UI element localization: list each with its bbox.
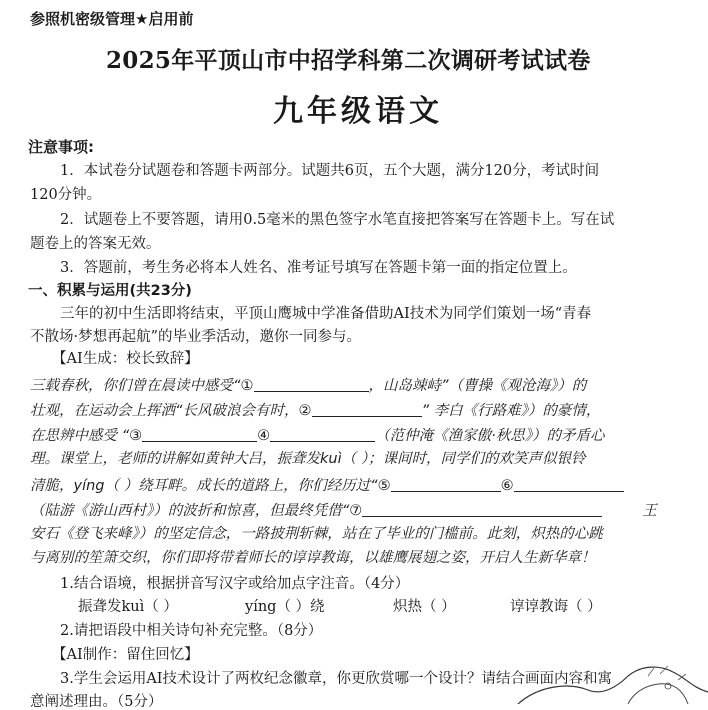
speech-line-2b: ” 李白《行路难》）的豪情， bbox=[421, 403, 601, 419]
answer-blank-7[interactable] bbox=[362, 502, 602, 517]
speech-line-6 bbox=[30, 502, 657, 519]
answer-blank-5[interactable] bbox=[391, 477, 501, 492]
note-item-3: 3．答题前，考生务必将本人姓名、准考证号填写在答题卡第一面的指定位置上。 bbox=[60, 260, 577, 276]
speech-line-5b: ⑥ bbox=[500, 478, 514, 494]
note-item-2-line-1: 2．试题卷上不要答题，请用0.5毫米的黑色签字水笔直接把答案写在答题卡上。写在试 bbox=[60, 212, 615, 228]
answer-blank-1[interactable] bbox=[254, 377, 369, 392]
secret-level-label: 参照机密级管理★启用前 bbox=[30, 10, 194, 28]
note-item-2-line-2: 题卷上的答案无效。 bbox=[30, 236, 161, 252]
note-item-1-line-2: 120分钟。 bbox=[30, 187, 102, 203]
speech-line-3b: ④ bbox=[257, 428, 271, 444]
speech-line-6a: （陆游《游山西村》）的波折和惊喜，但最终凭借“⑦ bbox=[30, 503, 363, 519]
q1-option-d: 谆谆教诲（ ） bbox=[510, 599, 602, 615]
badge-sketch-illustration bbox=[508, 656, 708, 704]
section-1-intro-line-1: 三年的初中生活即将结束，平顶山鹰城中学准备借助AI技术为同学们策划一场“青春 bbox=[60, 306, 592, 322]
question-3-line-1: 3.学生会运用AI技术设计了两枚纪念徽章，你更欣赏哪一个设计？请结合画面内容和寓 bbox=[60, 671, 613, 687]
speech-line-2 bbox=[30, 402, 600, 419]
speech-line-8: 与离别的笙箫交织，你们即将带着师长的谆谆教诲，以雄鹰展翅之姿，开启人生新华章！ bbox=[30, 550, 596, 566]
question-3-line-2: 意阐述理由。（5分） bbox=[30, 694, 163, 710]
ai-speech-label: 【AI生成：校长致辞】 bbox=[52, 351, 199, 367]
ai-make-label: 【AI制作：留住回忆】 bbox=[52, 647, 199, 663]
speech-line-1b: ，山岛竦峙”（曹操《观沧海》）的 bbox=[368, 378, 587, 394]
speech-line-1a: 三载春秋，你们曾在晨读中感受“① bbox=[30, 378, 254, 394]
speech-line-2a: 壮观，在运动会上挥洒“长风破浪会有时，② bbox=[30, 403, 312, 419]
answer-blank-2[interactable] bbox=[312, 402, 422, 417]
section-1-intro-line-2: 不散场·梦想再起航”的毕业季活动，邀你一同参与。 bbox=[30, 329, 362, 345]
speech-line-4: 理。课堂上，老师的讲解如黄钟大吕，振聋发kuì（ ）；课间时，同学们的欢笑声似银铃 bbox=[30, 451, 586, 467]
answer-blank-3[interactable] bbox=[142, 427, 257, 442]
speech-line-7: 安石《登飞来峰》）的坚定信念，一路披荆斩棘，站在了毕业的门槛前。此刻，炽热的心跳 bbox=[30, 526, 603, 542]
question-1: 1.结合语境，根据拼音写汉字或给加点字注音。（4分） bbox=[60, 576, 410, 592]
note-item-1-line-1: 1．本试卷分试题卷和答题卡两部分。试题共6页，五个大题，满分120分，考试时间 bbox=[60, 163, 600, 179]
answer-blank-4[interactable] bbox=[270, 427, 375, 442]
exam-title: 2025年平顶山市中招学科第二次调研考试试卷 bbox=[106, 47, 591, 74]
speech-line-5 bbox=[30, 477, 624, 494]
subject-title: 九年级语文 bbox=[273, 94, 443, 129]
speech-line-3 bbox=[30, 427, 604, 444]
speech-line-6b: 王 bbox=[642, 503, 657, 519]
q1-option-a: 振聋发kuì（ ） bbox=[78, 599, 178, 615]
notes-heading: 注意事项: bbox=[28, 138, 94, 156]
q1-option-b: yíng（ ）绕 bbox=[245, 599, 325, 615]
question-2: 2.请把语段中相关诗句补充完整。（8分） bbox=[60, 623, 323, 639]
speech-line-1 bbox=[30, 377, 586, 394]
speech-line-3c: （范仲淹《渔家傲·秋思》）的矛盾心 bbox=[375, 428, 605, 444]
speech-line-3a: 在思辨中感受 “③ bbox=[30, 428, 143, 444]
answer-blank-6[interactable] bbox=[514, 477, 624, 492]
q1-option-c: 炽热（ ） bbox=[393, 599, 456, 615]
speech-line-5a: 清脆，yíng（ ）绕耳畔。成长的道路上，你们经历过“⑤ bbox=[30, 478, 391, 494]
section-1-heading: 一、积累与运用(共23分) bbox=[28, 283, 192, 299]
